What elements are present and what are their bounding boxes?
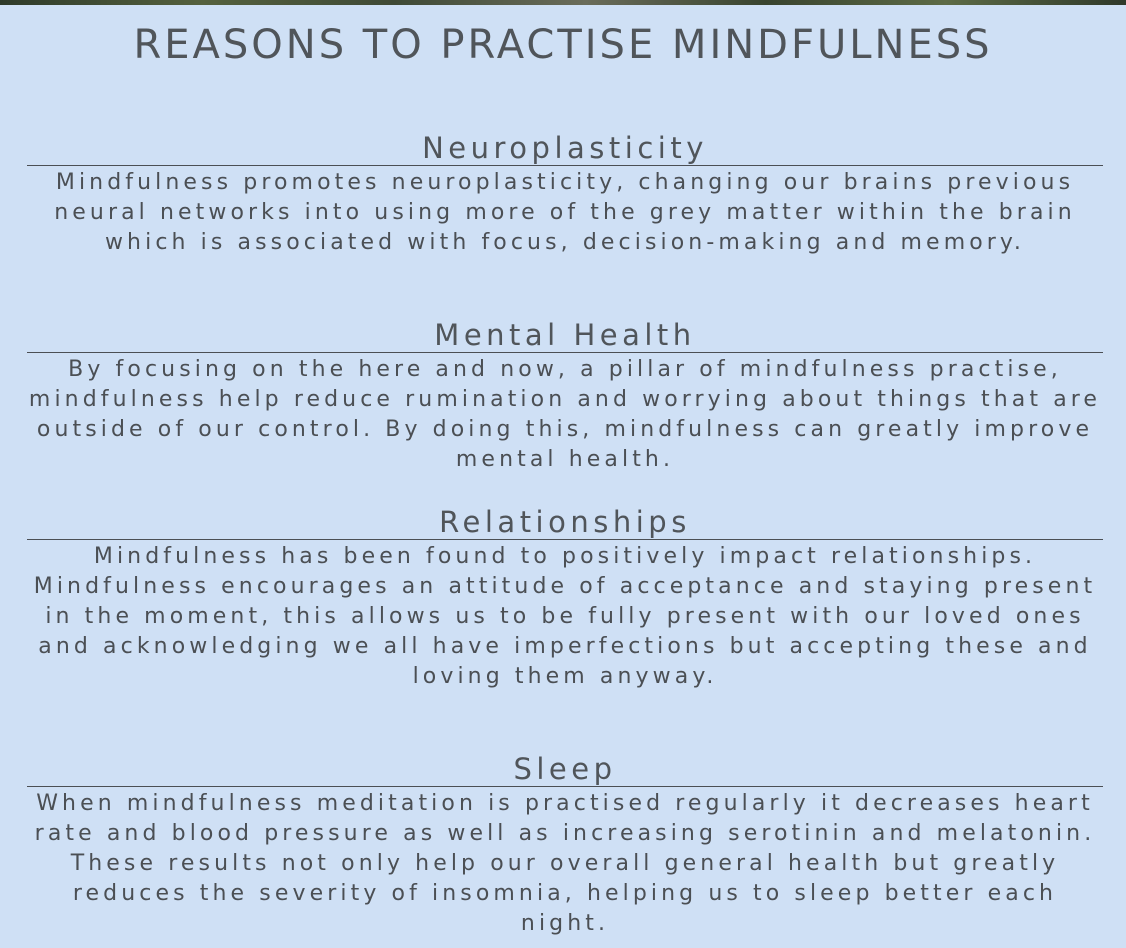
section-heading: Mental Health (434, 318, 696, 352)
section-mental-health (27, 318, 1103, 475)
section-neuroplasticity (27, 131, 1103, 258)
section-divider (27, 165, 1103, 166)
hero-image-edge (0, 0, 1126, 5)
section-heading: Relationships (439, 505, 691, 539)
section-relationships (27, 505, 1103, 692)
section-heading: Sleep (513, 752, 617, 786)
section-body: By focusing on the here and now, a pillar of mindfulness practise, mindfulness help reduce rumination and worrying about things that are outside of our control. By doing this, mindfulness can greatly improve mental health. (28, 357, 1102, 472)
section-body: When mindfulness meditation is practised regularly it decreases heart rate and blood pressure as well as increasing serotinin and melatonin. These results not only help our overall general health but greatly reduces the severity of insomnia, helping us to sleep better each night. (34, 791, 1096, 936)
page-title: REASONS TO PRACTISE MINDFULNESS (133, 22, 993, 68)
section-sleep (27, 752, 1103, 939)
section-divider (27, 352, 1103, 353)
section-divider (27, 786, 1103, 787)
section-divider (27, 539, 1103, 540)
section-body: Mindfulness promotes neuroplasticity, changing our brains previous neural networks into using more of the grey matter within the brain which is associated with focus, decision-making and memory. (54, 170, 1076, 255)
section-body: Mindfulness has been found to positively impact relationships. Mindfulness encourages an attitude of acceptance and staying present in the moment, this allows us to be fully present with our loved ones and acknowledging we all have imperfections but accepting these and loving them anyway. (33, 544, 1097, 689)
section-heading: Neuroplasticity (422, 131, 708, 165)
